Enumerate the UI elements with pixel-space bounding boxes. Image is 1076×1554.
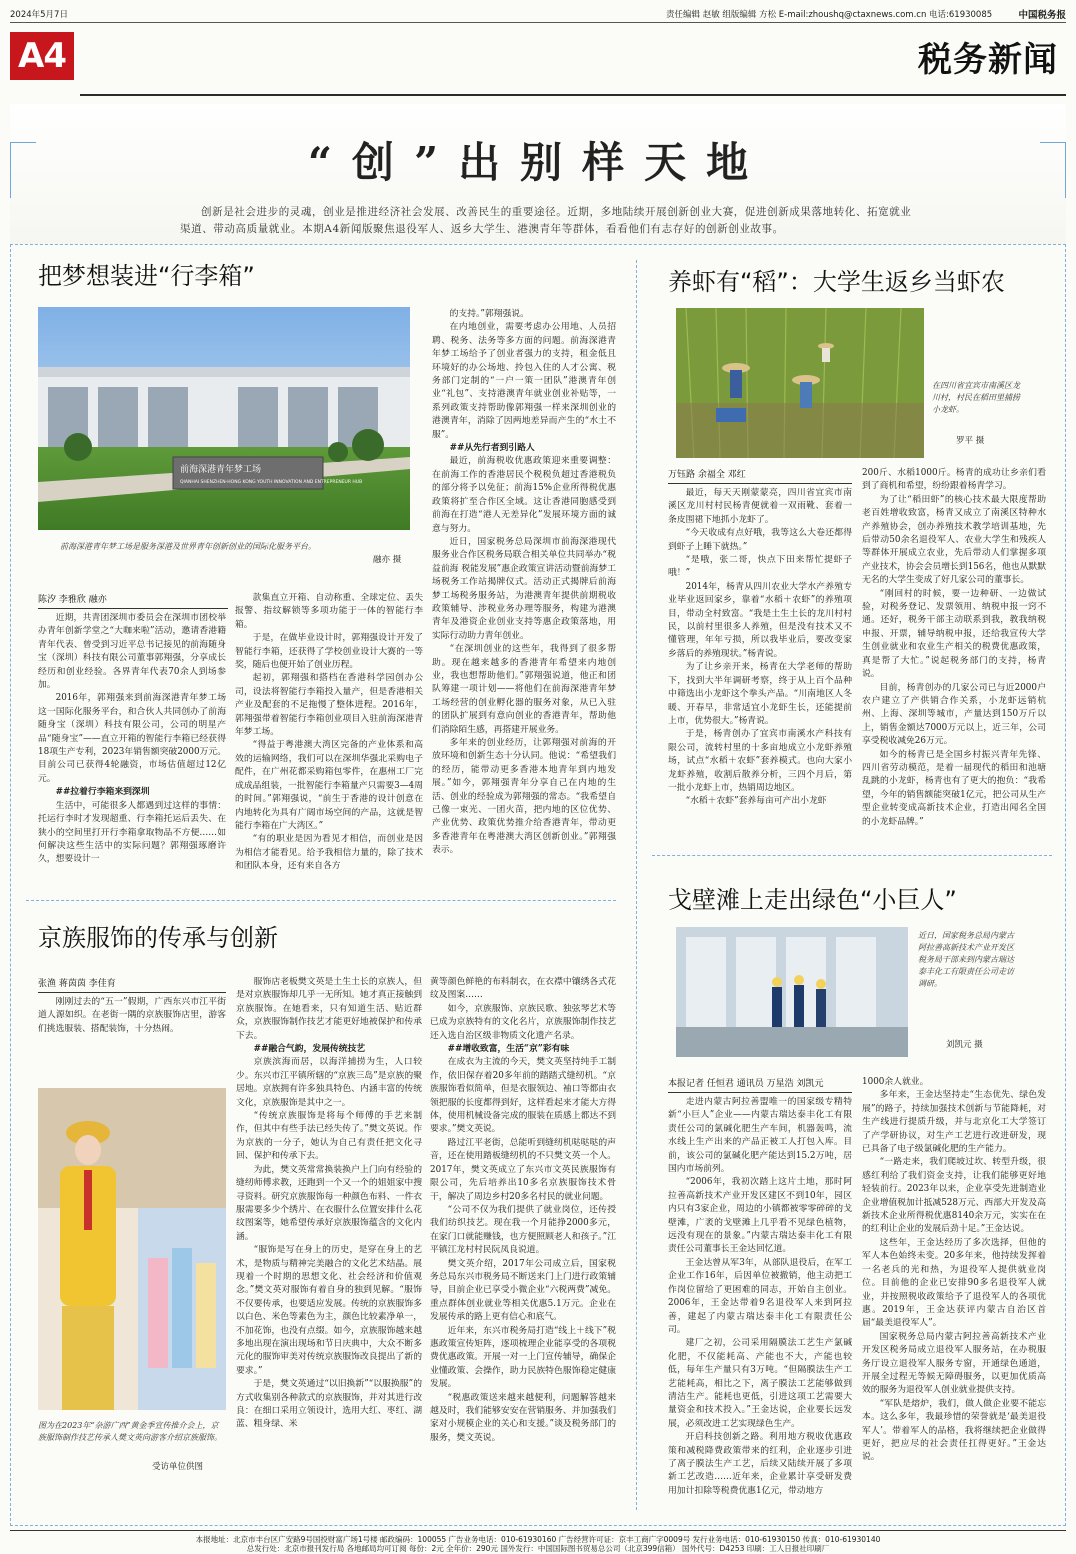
paragraph: 2016年，郭翔强来到前海深港青年梦工场这一国际化服务平台，和合伙人共同创办了前海随身宝（深圳）科技有限公司，公司的明星产品“随身宝”——直立开箱的智能行李箱已经获得18项生产专利，2023年销售额突破2000万元。目前公司已获得4轮融资，市场估值超过12亿元。: [38, 693, 226, 784]
photo-rice-field: [676, 308, 924, 458]
paragraph: 为了让“稻田虾”的核心技术最大限度帮助老百姓增收致富，杨青又成立了南溪区特种水产养殖协会，创办养殖技术教学培训基地，先后带动50余名退役军人、农业大学生和残疾人等群体开展成立农业，先后带动人们掌握多项产业技术，协会会员增长到156名，他也从默默无名的大学生变成了好几家公司的董事长。: [862, 494, 1046, 586]
byline-shrimp: 万钰路 余福全 邓红: [668, 467, 852, 484]
paragraph: 1000余人就业。: [862, 1077, 929, 1087]
jingzu-column-2: [430, 976, 616, 1476]
dream-column-3: [432, 308, 616, 900]
paragraph: 起初，郭翔强和搭档在香港科学园创办公司，设法将智能行李箱投入量产，但是香港相关产业及配套的不足拖慢了整体进程。2016年，郭翔强带着智能行李箱创业项目入驻前海深港青年梦工场。: [235, 673, 423, 738]
paragraph: “得益于粤港澳大湾区完备的产业体系和高效的运输网络，我们可以在深圳华强北采购电子配件，在广州花都采购箱包零件，在惠州工厂完成成品组装，一批智能行李箱量产只需要3—4周的时间。”郭翔强说，“前生于香港的设计创意在内地转化为具有广阔市场空间的产品，这就是智能行李箱在广大湾区。”: [235, 740, 423, 831]
youth-hub-illustration: [38, 307, 410, 530]
footer-line-1: 本报地址：北京市丰台区广安路9号国投财富广场1号楼 邮政编码：100055 广告业务电话：010-61930160 广告经营许可证：京丰工商广字0009号 发行业务电话：010-61930150 传真：010-61930140: [195, 1535, 881, 1544]
paragraph: 目前，杨青创办的几家公司已与近2000户农户建立了产供销合作关系，小龙虾远销杭州、上海、深圳等城市，产量达到150万斤以上，销售金额达7000万元以上，近三年，公司享受税收减免26万元。: [862, 682, 1046, 747]
paragraph: 最近，每天天刚蒙蒙亮，四川省宜宾市南溪区龙川村村民杨青便就着一双雨靴、套着一条皮围裙下地抓小龙虾了。: [668, 488, 852, 525]
factory-visit-illustration: [676, 927, 908, 1057]
byline-jingzu: 张渔 蒋茵茵 李佳育: [38, 976, 226, 993]
paragraph: “服饰是写在身上的历史，是穿在身上的艺术，是物质与精神完美融合的文化艺术结晶。展现着一个时期的思想文化、社会经济和价值观念。”樊文英对服饰有着自身的独到见解。“服饰不仅要传承，也要适应发展。传统的京族服饰多以白色、米色等素色为主，颜色比较素净单一，不加花饰，也没有点缀。如今，京族服饰越来越多地出现在演出现场和节日庆典中，大众不断多元化的服饰审美对传统京族服饰改良提出了新的要求。”: [236, 1245, 422, 1376]
shrimp-column-2: [862, 467, 1046, 839]
paragraph: 200斤、水稻1000斤。杨青的成功让乡亲们看到了商机和希望，纷纷跟着杨青学习。: [862, 468, 1046, 492]
credit-gobi: 刘凯元 摄: [946, 1040, 983, 1050]
paragraph: 多年来的创业经历，让郭翔强对前海的开放环境和创新生态十分认同。他说：“希望我们的经历，能带动更多香港本地青年到内地发展。”如今，郭翔强青年分享自己在内地的生活、创业的经验成为郭翔强的常态。“我希望自己像一束光、一团火苗，把内地的区位优势、产业优势、政策优势推介给香港青年，带动更多香港青年在粤港澳大湾区创新创业。”郭翔强表示。: [432, 738, 616, 856]
paragraph: 樊文英介绍，2017年公司成立后，国家税务总局东兴市税务局不断送来门上门进行政策辅导，目前企业已享受小微企业“六税两费”减免。重点群体创业就业等相关优惠5.1万元。企业在发展传承的路上更有信心和底气。: [430, 1258, 616, 1323]
paragraph: 刚刚过去的“五一”假期，广西东兴市江平街道人源如织。在老街一隅的京族服饰店里，游客们挑选服装、搭配装饰，十分热闹。: [38, 997, 226, 1034]
subheading: ##拉着行李箱来到深圳: [55, 787, 150, 798]
paragraph: 款集直立开箱、自动称重、全球定位、丢失报警、指纹解锁等多项功能于一体的智能行李箱。: [235, 593, 423, 630]
caption-dream: 前海深港青年梦工场是服务深港及世界青年创新创业的国际化服务平台。: [60, 542, 316, 551]
paragraph: “在深圳创业的这些年，我得到了很多帮助。现在越来越多的香港青年希望来内地创业，我也想帮助他们。”郭翔强说道，他正和团队筹建一项计划——将他们在前海深港青年梦工场经营的创业孵化器的服务对象，从已入驻的团队扩展到有意向创业的香港青年，帮助他们消除陌生感，再搭建开展业务。: [432, 644, 616, 735]
paragraph: 近年来，东兴市税务局打造“线上＋线下”税惠政策宣传矩阵，逐项梳理企业能享受的各项税费优惠政策。开展一对一上门宣传辅导，确保企业懂政策、会操作，助力民族特色服饰稳定健康发展。: [430, 1325, 616, 1390]
paragraph: “军队是熔炉，我们，做人做企业要不能忘本。这么多年，我最珍惜的荣誉就是‘最美退役军人’。带着军人的品格，我将继续把企业做得更好，把应尽的社会责任扛得更好。”王金达说。: [862, 1398, 1046, 1463]
paragraph: 王金达曾从军3年，从部队退役后，在军工企业工作16年，后因单位被撤销，他主动把工作岗位留给了更困难的同志，开始自主创业。2006年，王金达带着9名退役军人来到阿拉善，建起了内蒙古瑞达泰丰化工有限责任公司。: [668, 1257, 852, 1335]
paragraph: “今天收成有点好哦，我等这么大卷还都得到虾子上睡下就热。”: [668, 528, 852, 552]
gobi-column-2: [862, 1076, 1046, 1476]
paragraph: 在成衣为主流的今天，樊文英坚持纯手工制作，依旧保存着20多年前的踏踏式缝纫机。“京族服饰看似简单，但是衣服领边、袖口等都由衣领把服的长度都得到好，这样看起来才能大方得体，使用机械设备完成的服装在质感上都达不到要求。”樊文英说。: [430, 1057, 616, 1135]
rice-field-illustration: [676, 308, 924, 458]
paragraph: 近日，国家税务总局深圳市前海深港现代服务业合作区税务局联合相关单位共同举办“税益前海 税能发展”惠企政策宣讲活动暨前海梦工场税务工作站揭牌仪式。活动正式揭牌后前海梦工场税务服务站，为港澳青年提供前期税收政策辅导、涉税业务办理等服务，构建为港澳青年及港资企业创业支持等惠企政策落地，用实际行动助力青年创业。: [432, 536, 616, 641]
paragraph: “刚回村的时候，要一边种研、一边做试验，对税务登记、发票领用、纳税申报一窍不通。还好，税务干部主动联系到我，教我纳税申报、开票，辅导纳税申报，还给我宣传大学生创业就业和农业生产相关的税费优惠政策，真是帮了大忙。”说起税务部门的支持，杨青说。: [862, 588, 1046, 680]
paragraph: 建厂之初，公司采用隔膜法工艺生产氯碱化肥，不仅能耗高、产能也不大，产能也较低，每年生产量只有3万吨。“但隔膜法生产工艺能耗高，相比之下，离子膜法工艺能够做到清洁生产。能耗也更低，引进这项工艺需要大量资金和技术投入。”王金达说，企业要长远发展，必须改进工艺实现绿色生产。: [668, 1338, 852, 1429]
paragraph: 于是，杨青创办了宜宾市南溪水产科技有限公司，流转村里的十多亩地成立小龙虾养殖场，试点“水稻＋农虾”套养模式。也向大家小龙虾养殖，收割后散养分析，三四个月后，第一批小龙虾上市，热销周边地区。: [668, 729, 852, 793]
paragraph: 最近，前海税收优惠政策迎来重要调整：在前海工作的香港居民个税税负超过香港税负的部分将予以免征；前海15%企业所得税优惠政策将扩至合作区全域。这让香港同胞感受到前海在打造“港人无差异化”发展环境方面的诚意与努力。: [432, 456, 616, 534]
byline-dream: 陈汐 李雅欣 融亦: [38, 592, 228, 609]
paragraph: 于是，樊文英通过“以旧换新”“以服换服”的方式收集别各种款式的京族服饰，并对其进行改良：在细口采用立领设计，选用大红、枣红、湖蓝、粗身绿、米: [236, 1379, 422, 1430]
editor-info: 责任编辑 赵敏 组版编辑 方松 E-mail:zhoushq@ctaxnews.com.cn 电话:61930085: [666, 10, 993, 20]
paragraph: 服饰店老板樊文英是土生土长的京族人，但是对京族服饰却几乎一无所知。她才真正接触到京族服饰。在她看来，只有知道生活、贴近群众，京族服饰制作技艺才能更好地被保护和传承下去。: [236, 977, 422, 1041]
footer-line-2: 总发行处：北京市报刊发行局 各地邮局均可订阅 每份：2元 全年价：290元 国外发行：中国国际图书贸易总公司（北京399信箱） 国外代号：D4253 印刷：工人日报社印刷厂: [246, 1544, 830, 1553]
paragraph: “税惠政策送来越来越便利，问题解答越来越及时，我们能够安安在营销服务、并加强我们家对小规模企业的关心和支援。”谈及税务部门的服务，樊文英说。: [430, 1392, 616, 1443]
paragraph: 如今，京族服饰、京族民歌、独弦琴艺术等已成为京族特有的文化名片，京族服饰制作技艺还入选自治区级非物质文化遗产名录。: [430, 1003, 616, 1041]
photo-factory-visit: [676, 927, 908, 1057]
dream-column-2: [235, 592, 423, 900]
paragraph: 如今的杨青已是全国乡村振兴青年先锋、四川省劳动模范，是着一届现代的稻田和池塘乱跳的小龙虾，杨青也有了更大的抱负：“我希望，今年的销售额能突破1亿元，把公司从生产型企业转变成高新技术企业，打造出闻名全国的小龙虾品牌。”: [862, 749, 1046, 827]
paragraph: “2006年，我初次踏上这片土地，那时阿拉善高新技术产业开发区建区不到10年，园区内只有3家企业，周边的小镇都被零零碎碎的戈壁滩，广袤的戈壁滩上几乎看不见绿色植物，远没有现在的景象。”内蒙古瑞达泰丰化工有限责任公司董事长王金达回忆道。: [668, 1177, 852, 1255]
headline-shrimp: 养虾有“稻”：大学生返乡当虾农: [668, 268, 1005, 296]
dream-column-1: [38, 612, 226, 900]
credit-dream: 融亦 摄: [373, 555, 402, 565]
paragraph: 2014年，杨青从四川农业大学水产养殖专业毕业返回家乡，靠着“水稻＋农虾”的养殖项目，带动全村致富。“我是土生土长的龙川村村民，以前村里很多人养殖，但是没有技术又不懂管理，年年亏损，所以我毕业后，要改变家乡落后的养殖现状。”杨青说。: [668, 581, 852, 659]
headline-dream: 把梦想装进“行李箱”: [38, 262, 255, 290]
byline-gobi: 本报记者 任恒君 通讯员 万星浩 刘凯元: [668, 1076, 852, 1093]
banner-bracket-left: [10, 142, 36, 198]
paragraph: 生活中，可能很多人都遇到过这样的事情：托运行李时才发现超重、行李箱托运后丢失、在狭小的空间里打开行李箱拿取物品不方便……如何解决这些生活中的实际问题？郭翔强琢磨许久，想要设计一: [38, 800, 226, 865]
top-info-line: [10, 6, 1066, 22]
feature-title: “创”出别样天地: [307, 138, 769, 187]
youth-hub-sign-text: 前海深港青年梦工场: [180, 465, 262, 475]
paragraph: 多年来，王金达坚持走“生态优先、绿色发展”的路子，持续加强技术创新与节能降耗，对生产线进行提质升级，并与北京化工大学签订了产学研协议，对生产工艺进行改进研发，现已具备了电子级氯碱化肥的生产能力。: [862, 1090, 1046, 1155]
paragraph: 为了让乡亲开来，杨青在大学老师的帮助下，找到大半年调研考察，终于从上百个品种中筛选出小龙虾这个拳头产品。“川南地区人冬暖、开春早，非常适宜小龙虾生长，还能提前上市，优势很大。”杨青说。: [668, 662, 852, 726]
jingzu-column-0: [38, 996, 226, 1058]
paragraph: “水稻＋农虾”套养每亩可产出小龙虾: [685, 796, 827, 807]
paragraph: 在内地创业，需要考虑办公用地、人员招聘、税务、法务等多方面的问题。前海深港青年梦工场给予了创业者强力的支持，租金低且环境好的办公场地、拎包入住的人才公寓、税务部门定制的“一户一策一团队”港澳青年创业“礼包”、支持港澳青年就业创业补贴等，一系列政策支持帮助像郭翔强一样来深圳创业的港澳青年，消除了因两地差异而产生的“水土不服”。: [432, 322, 616, 440]
paragraph: 近期，共青团深圳市委员会在深圳市团校举办青年创新学堂之“大咖来啦”活动，邀请香港籍青年代表、曾受到习近平总书记接见的前海随身宝（深圳）科技有限公司董事郭翔强，分享成长经历和创业经验。各界青年代表70余人到场参加。: [38, 613, 226, 691]
paragraph: “一路走来，我们爬坡过坎、转型升级，很感红利给了我们资金支持，让我们能够更好地轻装前行。2023年以来，企业享受先进制造业企业增值税加计抵减528万元、西部大开发及高新技术企业所得税优惠8140余万元，实实在在的红利让企业的发展后劲十足。”王金达说。: [862, 1157, 1046, 1235]
credit-shrimp: 罗平 摄: [956, 436, 985, 446]
credit-jingzu: 受访单位供图: [152, 1462, 204, 1472]
paper-name: 中国税务报: [1018, 10, 1066, 21]
paragraph: “传统京族服饰是将每个师傅的手艺来制作，但其中有些手法已经失传了。”樊文英说。作为京族的一分子，她认为自己有责任把文化寻回、保护和传承下去。: [236, 1111, 422, 1162]
subheading: ##融合气韵，发展传统技艺: [253, 1044, 366, 1055]
page-header: [10, 26, 1066, 102]
paragraph: 的支持。”郭翔强说。: [449, 309, 529, 319]
paragraph: 为此，樊文英常常换装换户上门向有经验的缝纫师傅求教，还跑到一个又一个的姐姐家中搜寻资料。研究京族服饰每一种颜色布料、一件衣服需要多少个绣片、在衣服什么位置安排什么花纹图案等，她希望传承好京族服饰蕴含的文化内涵。: [236, 1164, 422, 1242]
section-title: 税务新闻: [918, 40, 1058, 80]
feature-lead: 创新是社会进步的灵魂，创业是推进经济社会发展、改善民生的重要途径。近期，多地陆续开展创新创业大赛，促进创新成果落地转化、拓宽就业渠道、带动高质量就业。本期A4新闻版聚焦退役军人、返乡大学生、港澳青年等群体，看看他们有志存好的创新创业故事。: [180, 206, 912, 235]
right-section-divider: [652, 855, 1052, 856]
paragraph: “公司不仅为我们提供了就业岗位，还传授我们纺织技艺。现在我一个月能挣2000多元，在家门口就能赚钱，也方便照顾老人和孩子。”江平镇江龙村村民阮凤良说道。: [430, 1204, 616, 1256]
column-divider: [636, 260, 637, 1510]
paragraph: 京族滨海而居，以海洋捕捞为生，人口较少。东兴市江平镇所辖的“京族三岛”是京族的聚居地。京族拥有许多独具特色、内涵丰富的传统文化，京族服饰是其中之一。: [236, 1057, 422, 1108]
feature-banner: [10, 104, 1066, 244]
left-section-divider: [26, 900, 616, 901]
footer-rule: [10, 1530, 1066, 1531]
paragraph: 黄等颜色鲜艳的布料制衣，在衣襟中镶绣各式花纹及图案……: [430, 977, 616, 1001]
gobi-column-1: [668, 1096, 852, 1496]
page-number-badge: A4: [10, 32, 74, 80]
caption-shrimp: 在四川省宜宾市南溪区龙川村，村民在稻田里捕捞小龙虾。: [932, 381, 1020, 414]
subheading: ##从先行者到引路人: [449, 443, 535, 454]
headline-gobi: 戈壁滩上走出绿色“小巨人”: [668, 886, 957, 914]
paragraph: 走进内蒙古阿拉善盟唯一的国家级专精特新“小巨人”企业——内蒙古瑞达泰丰化工有限责任公司的氯碱化肥生产车间，机器轰鸣，流水线上生产出来的产品正被工人打包入库。目前，该公司的氯碱化肥产能达到15.2万吨，居国内市场前列。: [668, 1097, 852, 1175]
headline-jingzu: 京族服饰的传承与创新: [38, 924, 278, 952]
paragraph: “有的职业是因为看见才相信，而创业是因为相信才能看见。给予我相信力量的，除了技术和团队本身，还有来自各方: [235, 834, 423, 872]
caption-gobi: 近日，国家税务总局内蒙古阿拉善高新技术产业开发区税务局干部来到内蒙古瑞达泰丰化工有限责任公司走访调研。: [918, 931, 1014, 988]
jing-costume-illustration: [38, 1088, 226, 1410]
issue-date: 2024年5月7日: [10, 10, 68, 20]
banner-bracket-right: [1040, 142, 1066, 198]
youth-hub-sign-subtext: QIANHAI SHENZHEN-HONG KONG YOUTH INNOVATION AND ENTREPRENEUR HUB: [180, 480, 363, 485]
caption-jingzu: 图为在2023年“杂游广西”黄金季宣传推介会上，京族服饰制作技艺传承人樊文英向游客介绍京族服饰。: [38, 1421, 222, 1442]
paragraph: 这些年，王金达经历了多次选择，但他的军人本色始终未变。20多年来，他持续发挥着一名老兵的光和热，为退役军人提供就业岗位。目前他的企业已安排90多名退役军人就业，并按照税收政策给予了退役军人的各项优惠。2019年，王金达获评内蒙古自治区首届“最美退役军人”。: [862, 1237, 1046, 1329]
top-rule: [10, 22, 1066, 23]
photo-jing-costume: [38, 1088, 226, 1410]
jingzu-column-1: [236, 976, 422, 1476]
photo-youth-hub: [38, 307, 410, 530]
paragraph: 国家税务总局内蒙古阿拉善高新技术产业开发区税务局成立退役军人服务站，在办税服务厅设立退役军人服务专窗，开通绿色通道，开展全过程无等候无障碍服务，以更加优质高效的服务为退役军人创业就业提供支持。: [862, 1331, 1046, 1396]
shrimp-column-1: [668, 487, 852, 839]
subheading: ##增收致富，生活“京”彩有味: [447, 1044, 570, 1055]
paragraph: 路过江平老街，总能听到缝纫机哒哒哒的声音，还在使用踏板缝纫机的不只樊文英一个人。2017年，樊文英成立了东兴市文英民族服饰有限公司，先后培养出10多名京族服饰技术骨干，解决了周边乡村20多名村民的就业问题。: [430, 1137, 616, 1202]
header-divider: [80, 94, 1066, 96]
paragraph: 开启科技创新之路。利用地方税收优惠政策和减税降费政策带来的红利，企业逐步引进了离子膜法生产工艺，后续又陆续开展了多项新工艺改造……近年来，企业累计享受研发费用加计扣除等税费优惠1亿元，带动地方: [668, 1432, 852, 1496]
paragraph: 于是，在做毕业设计时，郭翔强设计开发了智能行李箱，还获得了学校创业设计大赛的一等奖，随后也便开始了创业历程。: [235, 633, 423, 671]
paragraph: “是哦，张二哥，快点下田来帮忙提虾子哦！”: [668, 555, 852, 579]
